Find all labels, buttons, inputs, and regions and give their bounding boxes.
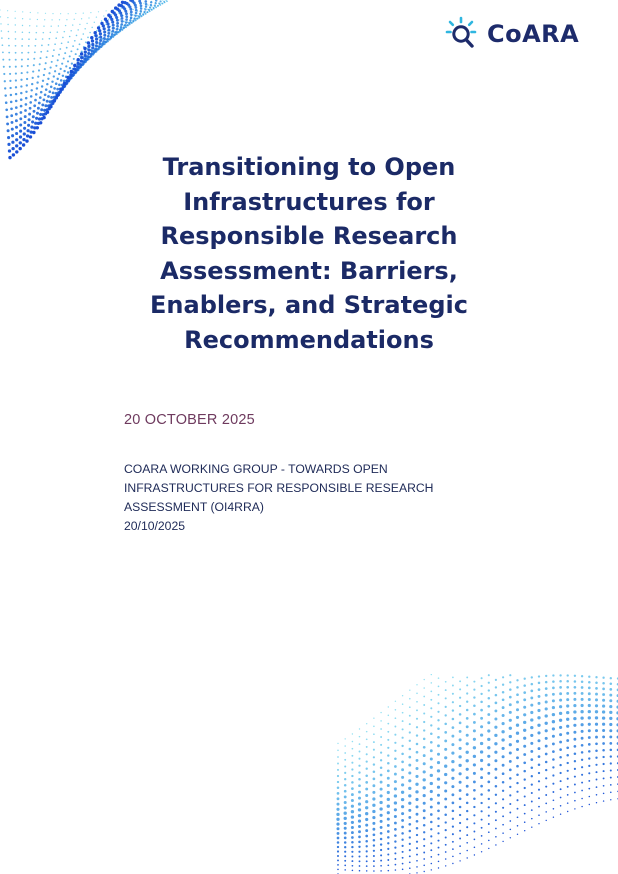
- working-group-line: COARA WORKING GROUP - TOWARDS OPEN INFRASTRUCTURES FOR RESPONSIBLE RESEARCH ASSESSMENT (OI4RRA): [124, 462, 434, 514]
- document-title: Transitioning to Open Infrastructures for Responsible Research Assessment: Barriers, Enablers, and Strategic Recommendations: [150, 153, 468, 354]
- top-left-dotted-wave-icon: [0, 0, 260, 160]
- publication-date-numeric: 20/10/2025: [124, 519, 185, 533]
- coara-logo: [445, 14, 579, 54]
- publication-date-heading: 20 OCTOBER 2025: [124, 412, 255, 428]
- bottom-right-dotted-wave-icon: [318, 674, 618, 874]
- coara-logo-text: CoARA: [487, 20, 580, 48]
- coara-magnifier-logo-icon: [445, 16, 481, 52]
